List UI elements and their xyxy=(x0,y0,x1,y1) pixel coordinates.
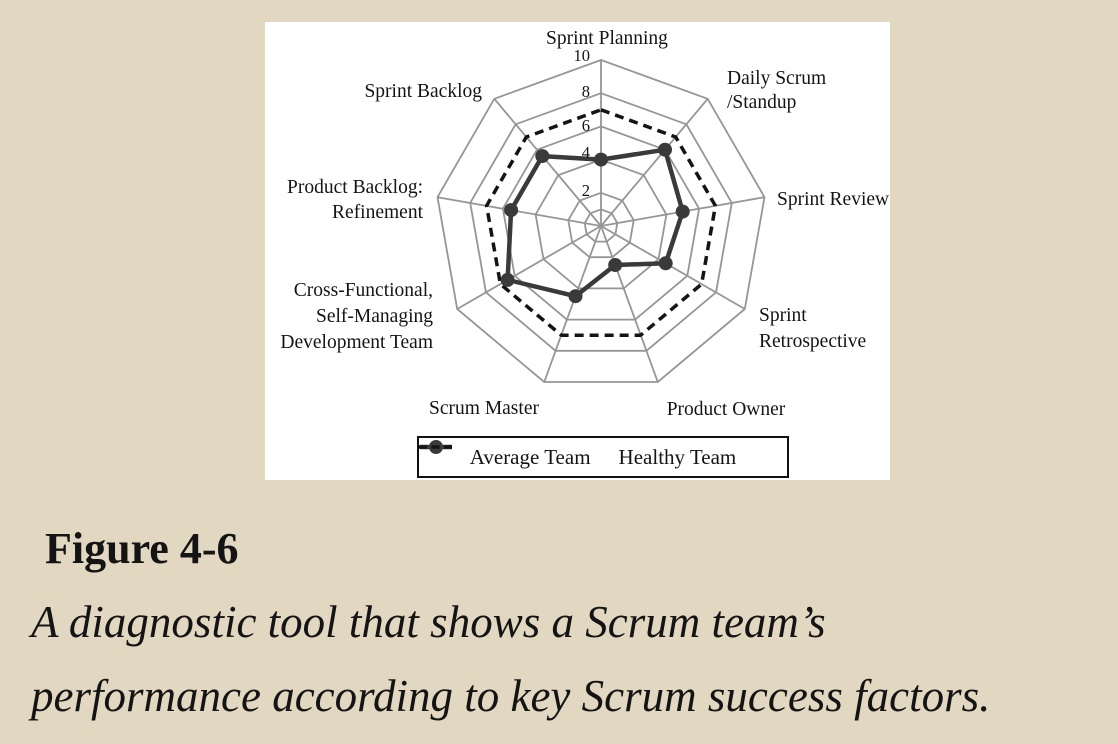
average-team-data-point xyxy=(676,205,690,219)
axis-label: Product Backlog: xyxy=(287,177,423,198)
axis-label: Product Owner xyxy=(666,399,786,420)
axis-label: Retrospective xyxy=(759,331,867,352)
radial-tick-label: 10 xyxy=(573,46,590,65)
radar-axis-line xyxy=(438,197,602,226)
radial-tick-label: 8 xyxy=(581,82,590,101)
average-team-data-point xyxy=(535,149,549,163)
legend-box xyxy=(417,436,789,478)
legend-item-healthy-team xyxy=(619,445,737,470)
average-team-data-point xyxy=(504,203,518,217)
axis-label: Self-Managing xyxy=(316,306,433,327)
radar-axis-line xyxy=(601,226,658,382)
average-team-data-point xyxy=(658,143,672,157)
axis-label: Sprint Planning xyxy=(546,28,668,49)
average-team-series xyxy=(508,150,683,297)
legend-item-average-team xyxy=(470,445,591,470)
healthy-team-marker-icon xyxy=(419,438,453,456)
axis-label: Scrum Master xyxy=(429,398,539,419)
axis-label: Cross-Functional, xyxy=(293,280,433,301)
axis-label: Sprint xyxy=(759,305,807,326)
axis-label: /Standup xyxy=(727,92,797,113)
legend-label-average-team: Average Team xyxy=(469,444,591,469)
average-team-data-point xyxy=(659,256,673,270)
radial-tick-label: 2 xyxy=(581,181,590,200)
average-team-data-point xyxy=(501,273,515,287)
axis-label: Sprint Backlog xyxy=(364,81,482,102)
average-team-data-point xyxy=(594,153,608,167)
radar-axis-line xyxy=(544,226,601,382)
figure-label: Figure 4-6 xyxy=(45,524,239,573)
axis-label: Sprint Review xyxy=(777,189,890,210)
radial-tick-label: 4 xyxy=(581,143,590,162)
average-team-data-point xyxy=(608,258,622,272)
axis-label: Daily Scrum xyxy=(727,68,827,89)
figure-chart-panel xyxy=(265,22,890,480)
radar-chart xyxy=(265,22,890,480)
average-team-data-point xyxy=(569,289,583,303)
axis-label: Development Team xyxy=(280,332,433,353)
figure-caption-line-2: performance according to key Scrum success factors. xyxy=(31,671,991,721)
legend-label-healthy-team: Healthy Team xyxy=(618,444,737,469)
radial-tick-label: 6 xyxy=(581,116,590,135)
axis-label: Refinement xyxy=(332,202,423,223)
figure-caption-line-1: A diagnostic tool that shows a Scrum team’s xyxy=(31,597,826,647)
